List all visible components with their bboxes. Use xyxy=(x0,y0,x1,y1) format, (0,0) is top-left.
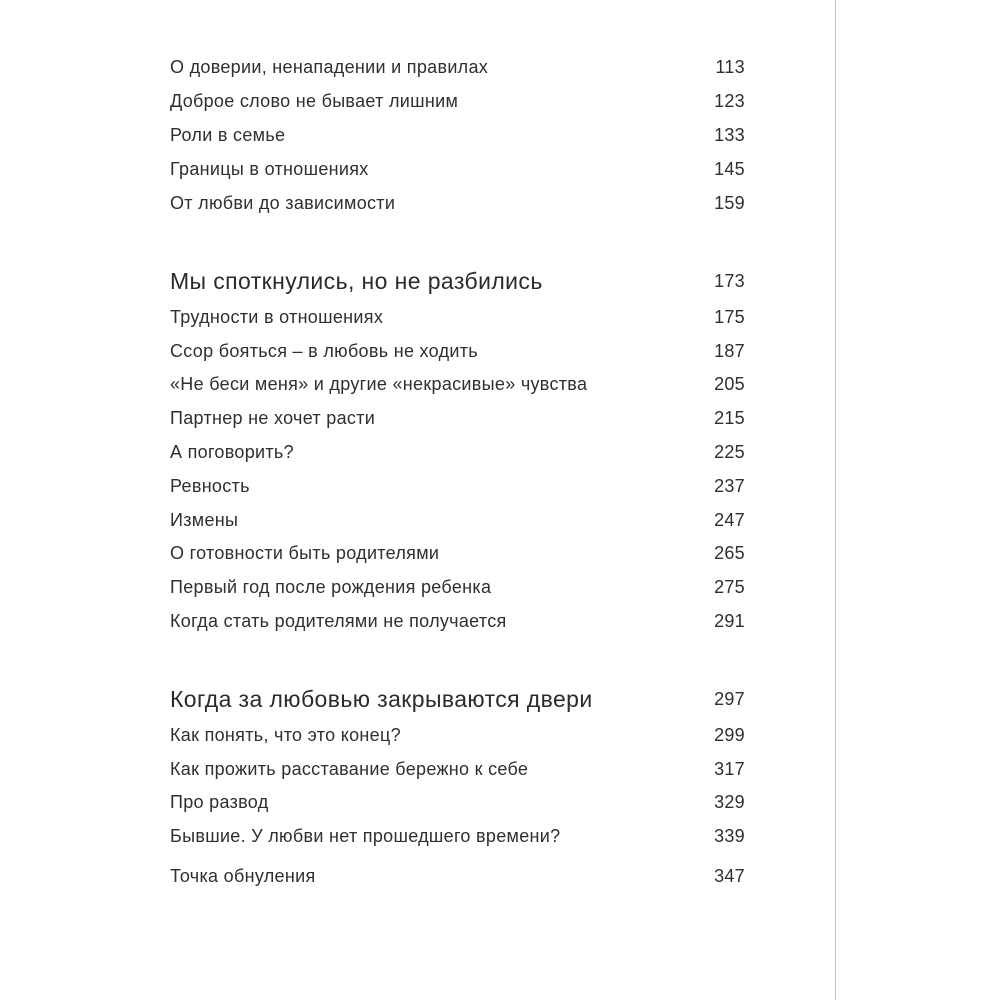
toc-entry-row xyxy=(170,152,745,186)
toc-entry-row xyxy=(170,51,745,85)
toc-entry-title: Точка обнуления xyxy=(170,866,316,887)
toc-entry-page-number: 339 xyxy=(714,826,745,847)
toc-entry-title: Когда стать родителями не получается xyxy=(170,611,507,632)
toc-entry-title: О доверии, ненападении и правилах xyxy=(170,57,489,78)
toc-entry-row xyxy=(170,85,745,119)
table-of-contents xyxy=(170,51,745,894)
toc-entry-page-number: 275 xyxy=(714,577,745,598)
toc-entry-page-number: 123 xyxy=(714,91,745,112)
toc-entry-title: Доброе слово не бывает лишним xyxy=(170,91,459,112)
toc-entry-page-number: 205 xyxy=(714,374,745,395)
toc-entry-page-number: 133 xyxy=(714,124,745,145)
toc-entry-row xyxy=(170,402,745,436)
toc-entry-page-number: 265 xyxy=(714,543,745,564)
toc-section-heading-row xyxy=(170,262,745,300)
toc-section-heading: Когда за любовью закрываются двери xyxy=(170,685,593,712)
toc-entry-row xyxy=(170,119,745,153)
toc-entry-title: «Не беси меня» и другие «некрасивые» чувства xyxy=(170,374,588,395)
toc-entry-row xyxy=(170,334,745,368)
toc-entry-title: А поговорить? xyxy=(170,442,294,463)
toc-entry-row xyxy=(170,786,745,820)
toc-entry-title: Как прожить расставание бережно к себе xyxy=(170,758,529,779)
toc-entry-title: Про развод xyxy=(170,792,269,813)
toc-entry-row xyxy=(170,718,745,752)
toc-entry-page-number: 175 xyxy=(714,306,745,327)
toc-entry-row xyxy=(170,469,745,503)
toc-entry-page-number: 247 xyxy=(714,509,745,530)
toc-entry-row xyxy=(170,571,745,605)
toc-entry-row xyxy=(170,860,745,894)
toc-entry-row xyxy=(170,605,745,639)
toc-entry-page-number: 291 xyxy=(714,611,745,632)
toc-entry-title: Измены xyxy=(170,509,239,530)
toc-entry-row xyxy=(170,820,745,854)
toc-entry-title: Роли в семье xyxy=(170,124,286,145)
toc-section-heading-row xyxy=(170,680,745,718)
toc-entry-title: О готовности быть родителями xyxy=(170,543,440,564)
toc-entry-row xyxy=(170,186,745,220)
toc-entry-title: Ревность xyxy=(170,475,250,496)
toc-entry-page-number: 237 xyxy=(714,475,745,496)
toc-entry-title: От любви до зависимости xyxy=(170,192,396,213)
toc-section-heading: Мы споткнулись, но не разбились xyxy=(170,267,543,294)
toc-section-page-number: 297 xyxy=(714,688,745,709)
toc-entry-title: Партнер не хочет расти xyxy=(170,408,376,429)
toc-entry-title: Границы в отношениях xyxy=(170,158,369,179)
toc-entry-page-number: 215 xyxy=(714,408,745,429)
toc-entry-title: Трудности в отношениях xyxy=(170,306,384,327)
page-edge-divider xyxy=(835,0,836,1000)
toc-entry-row xyxy=(170,752,745,786)
toc-entry-row xyxy=(170,436,745,470)
toc-entry-page-number: 145 xyxy=(714,158,745,179)
toc-entry-row xyxy=(170,503,745,537)
toc-section xyxy=(170,51,745,220)
toc-entry-title: Как понять, что это конец? xyxy=(170,724,401,745)
toc-entry-row xyxy=(170,300,745,334)
toc-section xyxy=(170,262,745,638)
toc-entry-page-number: 113 xyxy=(715,57,745,78)
toc-entry-page-number: 159 xyxy=(714,192,745,213)
toc-entry-row xyxy=(170,368,745,402)
toc-entry-page-number: 299 xyxy=(714,724,745,745)
toc-entry-title: Ссор бояться – в любовь не ходить xyxy=(170,340,478,361)
toc-entry-title: Бывшие. У любви нет прошедшего времени? xyxy=(170,826,561,847)
toc-entry-page-number: 329 xyxy=(714,792,745,813)
toc-entry-page-number: 225 xyxy=(714,442,745,463)
toc-entry-page-number: 317 xyxy=(714,758,745,779)
toc-entry-page-number: 187 xyxy=(714,340,745,361)
toc-section xyxy=(170,680,745,893)
toc-entry-page-number: 347 xyxy=(714,866,745,887)
toc-entry-title: Первый год после рождения ребенка xyxy=(170,577,492,598)
toc-section-page-number: 173 xyxy=(714,270,745,291)
toc-entry-row xyxy=(170,537,745,571)
